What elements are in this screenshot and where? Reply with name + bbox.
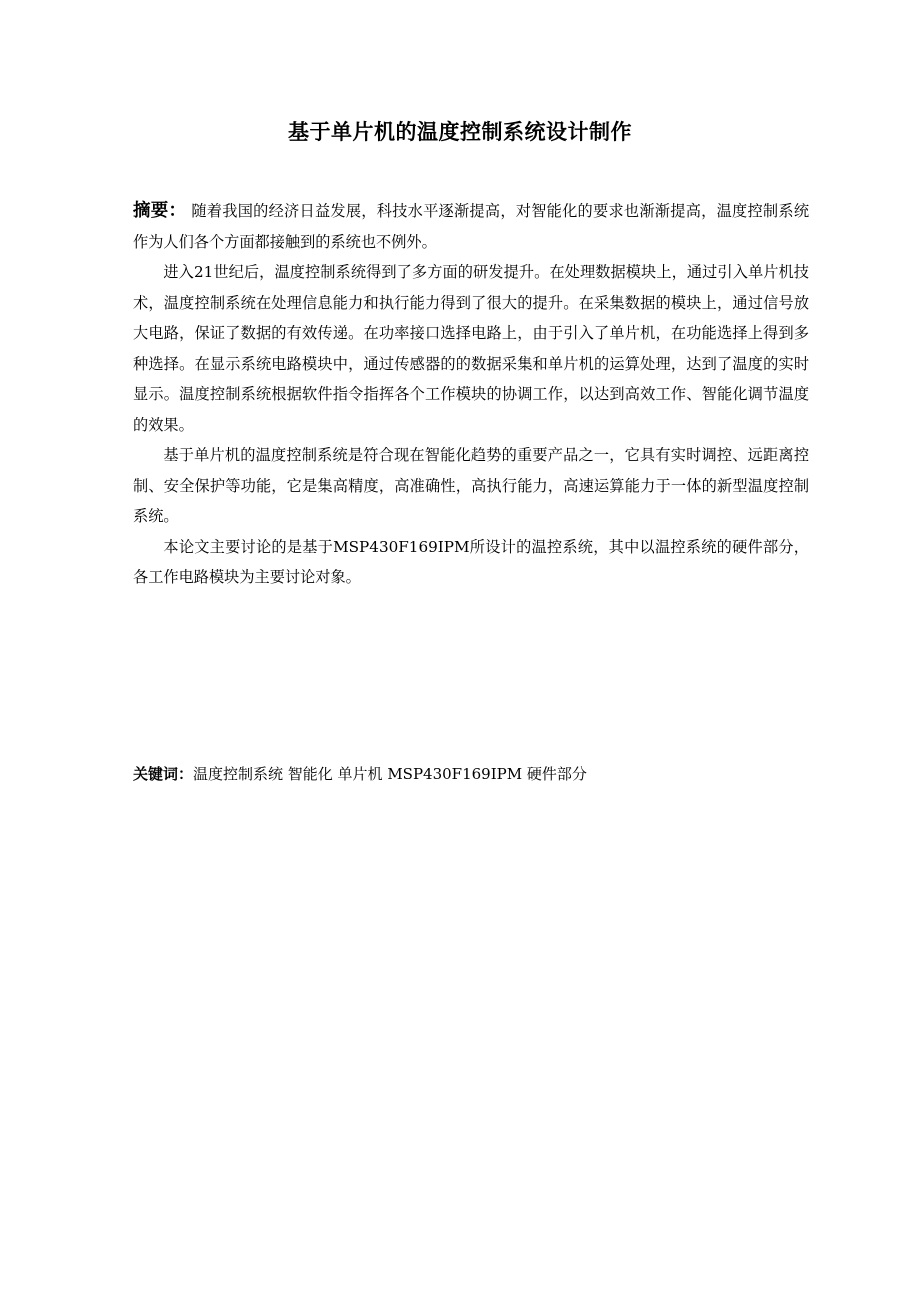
abstract-paragraph-4: 本论文主要讨论的是基于MSP430F169IPM所设计的温控系统，其中以温控系统的硬件部分，各工作电路模块为主要讨论对象。 xyxy=(133,537,809,586)
keywords-text: 温度控制系统 智能化 单片机 MSP430F169IPM 硬件部分 xyxy=(193,765,587,783)
abstract-paragraph-1-text: 随着我国的经济日益发展，科技水平逐渐提高，对智能化的要求也渐渐提高，温度控制系统作为人们各个方面都接触到的系统也不例外。 xyxy=(133,202,810,251)
abstract-paragraph-1 xyxy=(133,196,809,257)
document-title: 基于单片机的温度控制系统设计制作 xyxy=(288,120,632,144)
abstract-paragraph-2: 进入21世纪后，温度控制系统得到了多方面的研发提升。在处理数据模块上，通过引入单片机技术，温度控制系统在处理信息能力和执行能力得到了很大的提升。在采集数据的模块上，通过信号放大电路，保证了数据的有效传递。在功率接口选择电路上，由于引入了单片机，在功能选择上得到多种选择。在显示系统电路模块中，通过传感器的的数据采集和单片机的运算处理，达到了温度的实时显示。温度控制系统根据软件指令指挥各个工作模块的协调工作，以达到高效工作、智能化调节温度的效果。 xyxy=(133,263,809,434)
abstract-paragraph-3: 基于单片机的温度控制系统是符合现在智能化趋势的重要产品之一，它具有实时调控、远距离控制、安全保护等功能，它是集高精度，高准确性，高执行能力，高速运算能力于一体的新型温度控制系统。 xyxy=(133,446,809,525)
abstract-section xyxy=(133,196,809,593)
keywords-label: 关键词： xyxy=(133,765,194,783)
keywords-line xyxy=(133,762,809,786)
abstract-label: 摘要： xyxy=(133,201,187,221)
